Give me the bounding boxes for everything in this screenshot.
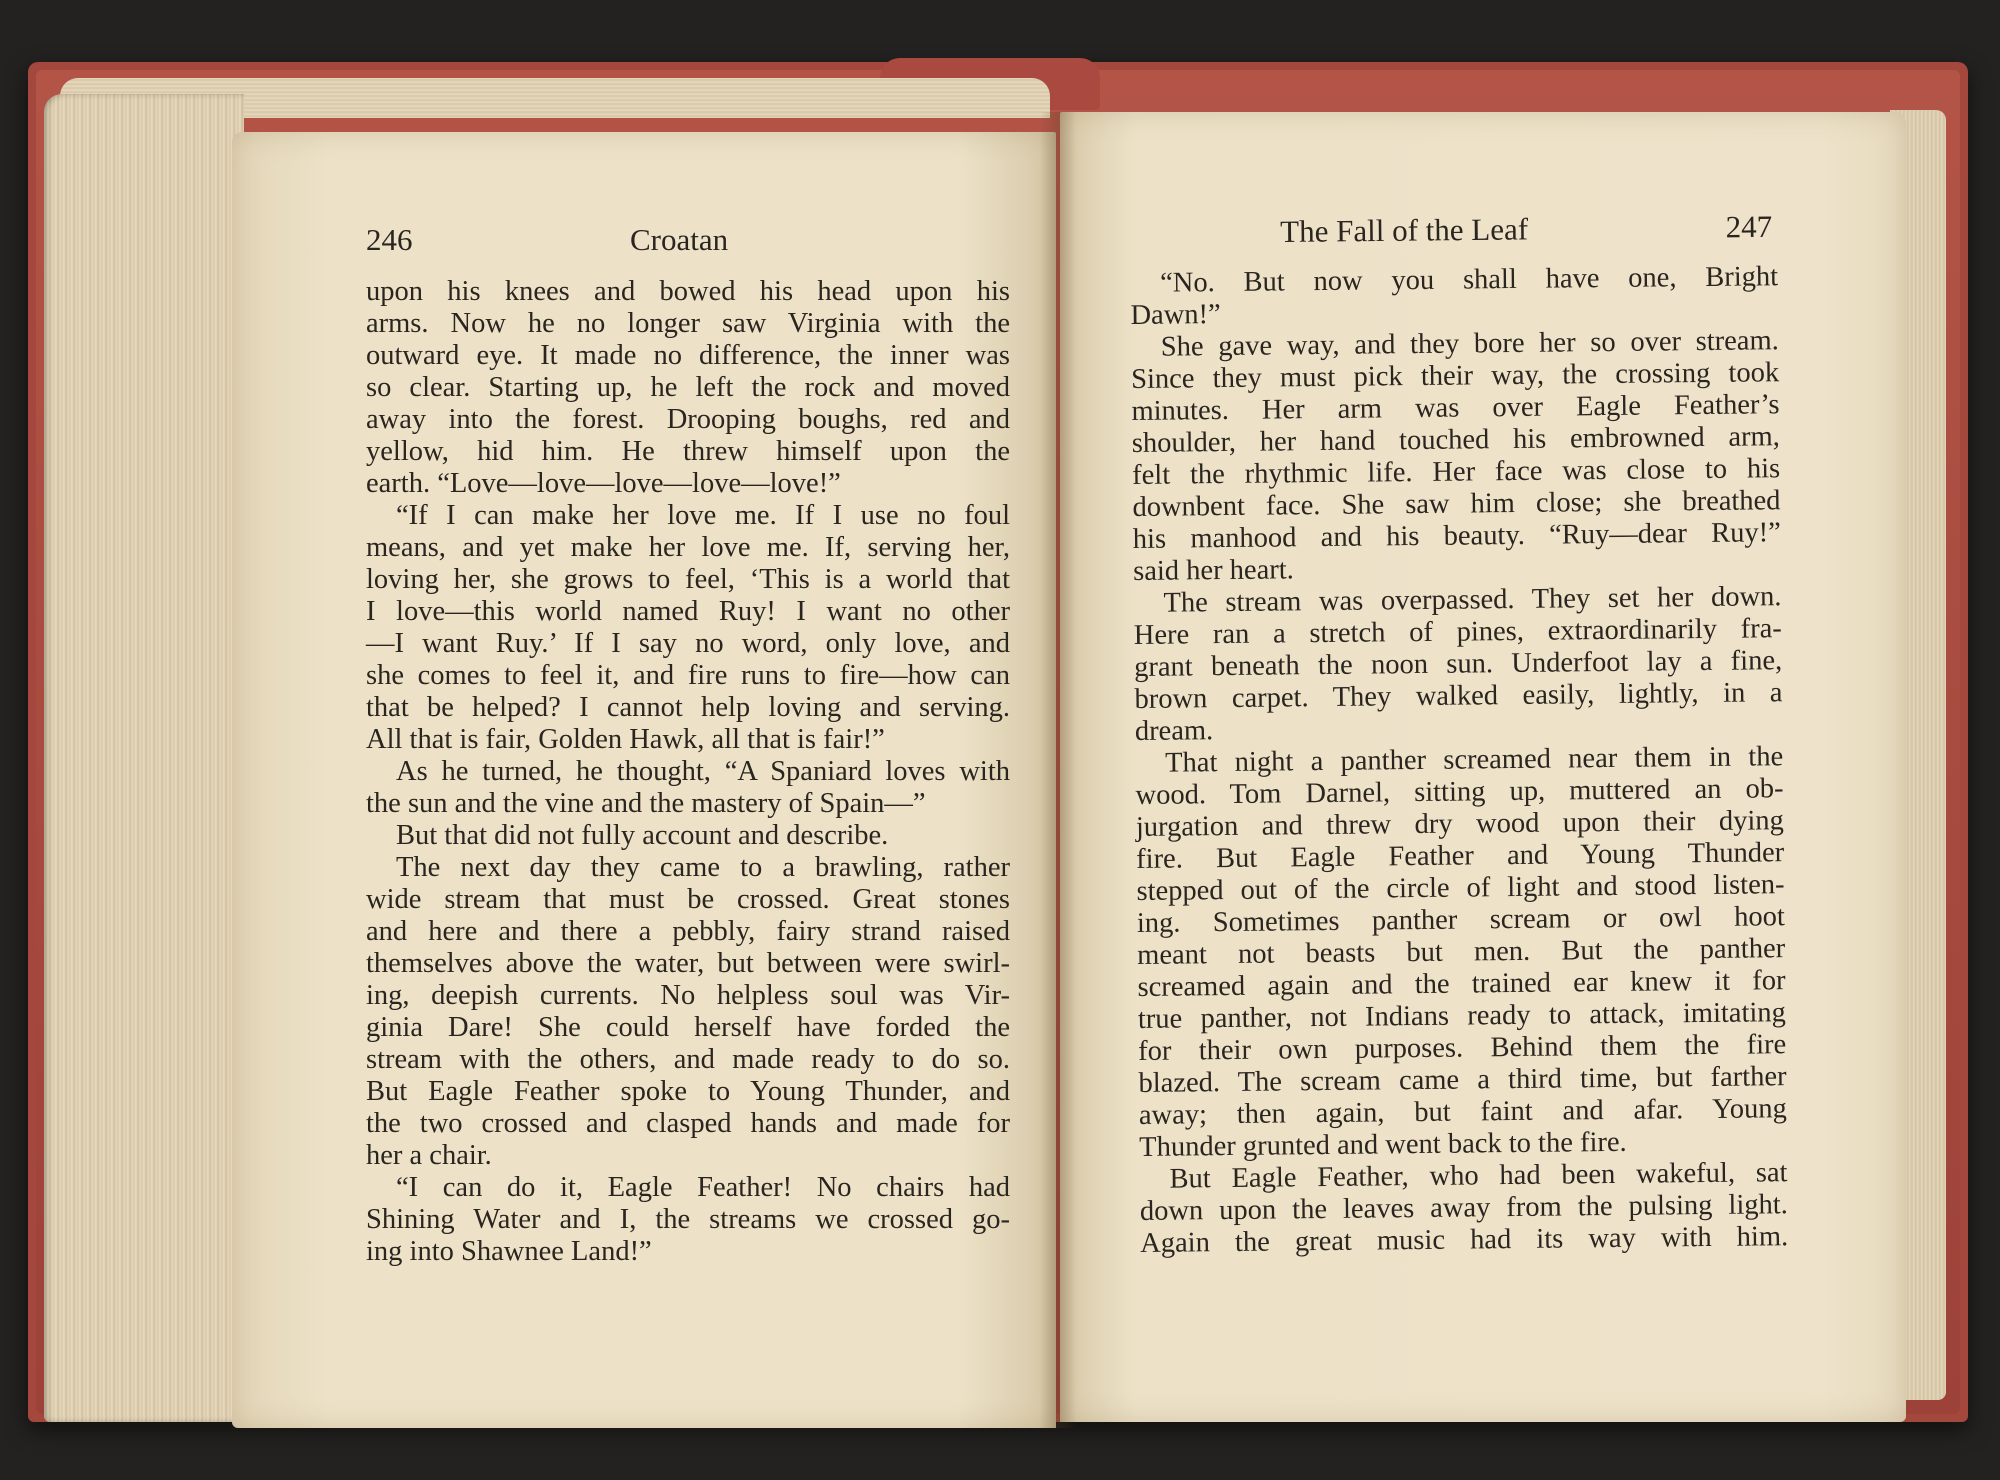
right-running-title: The Fall of the Leaf [1280, 211, 1529, 249]
text-line: Since they must pick their way, the crossing took [1131, 357, 1780, 395]
text-line: away into the forest. Drooping boughs, red and [366, 404, 1010, 435]
text-line: shoulder, her hand touched his embrowned arm, [1131, 421, 1780, 459]
text-line: arms. Now he no longer saw Virginia with the [366, 308, 1010, 339]
text-line: grant beneath the noon sun. Underfoot lay a fine, [1134, 645, 1783, 683]
text-line: wood. Tom Darnel, sitting up, muttered an ob- [1135, 773, 1784, 811]
text-line: jurgation and threw dry wood upon their dying [1135, 805, 1784, 843]
text-line: Thunder grunted and went back to the fire. [1139, 1126, 1627, 1163]
text-line: “No. But now you shall have one, Bright [1159, 261, 1779, 299]
text-line: But Eagle Feather, who had been wakeful, sat [1169, 1157, 1788, 1195]
text-line: wide stream that must be crossed. Great stones [366, 884, 1010, 915]
text-line: she comes to feel it, and fire runs to fire—how can [366, 660, 1010, 691]
text-line: The next day they came to a brawling, rather [396, 852, 1010, 883]
text-line: screamed again and the trained ear knew it for [1137, 965, 1786, 1003]
text-line: minutes. Her arm was over Eagle Feather’s [1131, 389, 1780, 427]
text-line: stepped out of the circle of light and stood listen- [1136, 869, 1785, 907]
left-page-number: 246 [366, 222, 413, 257]
left-running-head [366, 222, 1010, 262]
book-gutter [1040, 112, 1076, 1428]
text-line: ing, deepish currents. No helpless soul was Vir- [366, 980, 1010, 1011]
text-line: Shining Water and I, the streams we crossed go- [366, 1204, 1010, 1235]
text-line: “If I can make her love me. If I use no foul [396, 500, 1010, 531]
text-line: and here and there a pebbly, fairy strand raised [366, 916, 1010, 947]
text-line: She gave way, and they bore her so over stream. [1160, 325, 1779, 363]
text-line: the sun and the vine and the mastery of Spain—” [366, 788, 926, 819]
text-line: I love—this world named Ruy! I want no other [366, 596, 1010, 627]
text-line: stream with the others, and made ready to do so. [366, 1044, 1010, 1075]
text-line: Again the great music had its way with him. [1140, 1221, 1789, 1259]
text-line: dream. [1134, 715, 1214, 747]
right-page-number: 247 [1725, 208, 1773, 245]
text-line: All that is fair, Golden Hawk, all that is fair!” [366, 724, 885, 755]
right-page-body [1130, 261, 1788, 1260]
text-line: true panther, not Indians ready to attack, imitating [1137, 997, 1786, 1035]
text-line: But that did not fully account and describe. [396, 820, 889, 851]
text-line: —I want Ruy.’ If I say no word, only love, and [366, 628, 1010, 659]
text-line: The stream was overpassed. They set her down. [1163, 581, 1782, 619]
right-running-head [1280, 209, 1772, 254]
text-line: her a chair. [366, 1140, 492, 1171]
left-page-body [366, 276, 1010, 1268]
text-line: away; then again, but faint and afar. Young [1138, 1093, 1788, 1131]
text-line: fire. But Eagle Feather and Young Thunder [1136, 837, 1785, 875]
text-line: “I can do it, Eagle Feather! No chairs had [396, 1172, 1010, 1203]
text-line: down upon the leaves away from the pulsing light. [1139, 1189, 1789, 1227]
left-running-title: Croatan [630, 222, 729, 257]
text-line: ginia Dare! She could herself have forded the [366, 1012, 1010, 1043]
text-line: Dawn!” [1130, 299, 1221, 331]
text-line: But Eagle Feather spoke to Young Thunder, and [366, 1076, 1010, 1107]
text-line: earth. “Love—love—love—love—love!” [366, 468, 841, 499]
text-line: felt the rhythmic life. Her face was close to his [1132, 453, 1781, 491]
text-line: As he turned, he thought, “A Spaniard loves with [396, 756, 1010, 787]
text-line: ing into Shawnee Land!” [366, 1236, 652, 1267]
text-line: downbent face. She saw him close; she breathed [1132, 485, 1781, 523]
text-line: the two crossed and clasped hands and made for [366, 1108, 1010, 1139]
text-line: that be helped? I cannot help loving and serving. [366, 692, 1010, 723]
text-line: said her heart. [1133, 554, 1294, 587]
text-line: so clear. Starting up, he left the rock and moved [366, 372, 1010, 403]
text-line: meant not beasts but men. But the panther [1137, 933, 1786, 971]
text-line: blazed. The scream came a third time, but farther [1138, 1061, 1787, 1099]
text-line: his manhood and his beauty. “Ruy—dear Ruy!” [1132, 517, 1781, 555]
page-edges-left [44, 94, 244, 1422]
text-line: outward eye. It made no difference, the inner was [366, 340, 1010, 371]
text-line: Here ran a stretch of pines, extraordinarily fra- [1133, 613, 1782, 651]
text-line: yellow, hid him. He threw himself upon the [366, 436, 1010, 467]
text-line: themselves above the water, but between were swirl- [366, 948, 1010, 979]
text-line: ing. Sometimes panther scream or owl hoot [1136, 901, 1785, 939]
text-line: loving her, she grows to feel, ‘This is a world that [366, 564, 1010, 595]
text-line: means, and yet make her love me. If, serving her, [366, 532, 1010, 563]
text-line: upon his knees and bowed his head upon his [366, 276, 1010, 307]
text-line: for their own purposes. Behind them the fire [1138, 1029, 1787, 1067]
text-line: That night a panther screamed near them in the [1165, 741, 1784, 779]
text-line: brown carpet. They walked easily, lightly, in a [1134, 677, 1783, 715]
